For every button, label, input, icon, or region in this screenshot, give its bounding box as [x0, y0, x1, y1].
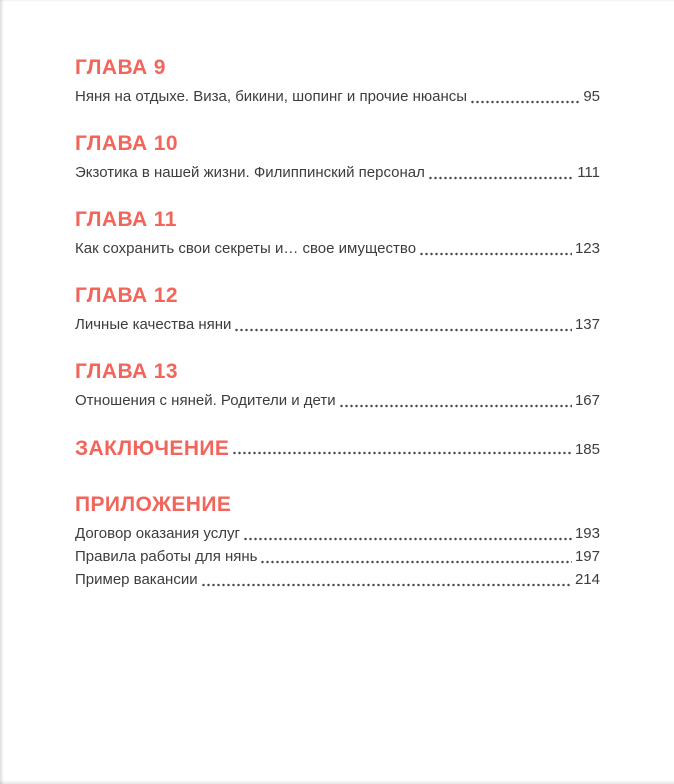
dot-leader: [232, 451, 572, 455]
chapter-heading: ПРИЛОЖЕНИЕ: [75, 493, 232, 516]
toc-entry-page: 214: [574, 571, 600, 588]
dot-leader: [234, 328, 572, 332]
toc-entry-title: Личные качества няни: [75, 316, 232, 333]
toc-entry-title: Экзотика в нашей жизни. Филиппинский персонал: [75, 164, 425, 181]
toc-entry-page: 197: [574, 548, 600, 565]
scan-edge-left: [0, 0, 4, 784]
scan-edge-top: [0, 0, 674, 2]
toc-section-chapter-11: [75, 207, 600, 260]
toc-entry-title: Няня на отдыхе. Виза, бикини, шопинг и прочие нюансы: [75, 88, 468, 105]
dot-leader: [470, 100, 580, 104]
chapter-heading: ГЛАВА 9: [75, 56, 166, 79]
scan-edge-bottom: [0, 780, 674, 784]
toc-entry-page: 185: [574, 441, 600, 458]
toc-section-chapter-12: [75, 283, 600, 336]
dot-leader: [243, 537, 572, 541]
toc-entry-title: Как сохранить свои секреты и… свое имущество: [75, 240, 417, 257]
toc-entry: [75, 237, 600, 260]
dot-leader: [260, 560, 571, 564]
toc-entry: [75, 313, 600, 336]
toc-entry-page: 95: [583, 88, 600, 105]
toc-section-chapter-10: [75, 131, 600, 184]
toc-entry: [75, 161, 600, 184]
dot-leader: [339, 404, 572, 408]
chapter-heading: ГЛАВА 13: [75, 360, 178, 383]
toc-entry-page: 137: [574, 316, 600, 333]
toc-entry-page: 167: [574, 392, 600, 409]
dot-leader: [419, 252, 572, 256]
toc-entry: [75, 545, 600, 568]
toc-section-conclusion: [75, 436, 600, 461]
toc-entry: [75, 436, 600, 461]
toc-entry: [75, 568, 600, 591]
toc-entry: [75, 389, 600, 412]
table-of-contents: [75, 55, 600, 614]
toc-entry-title: Правила работы для нянь: [75, 548, 258, 565]
toc-entry-title: Отношения с няней. Родители и дети: [75, 392, 336, 409]
toc-entry: [75, 85, 600, 108]
toc-entry-title: Пример вакансии: [75, 571, 198, 588]
toc-entry-page: 123: [574, 240, 600, 257]
toc-entry: [75, 522, 600, 545]
dot-leader: [201, 583, 572, 587]
dot-leader: [428, 176, 574, 180]
toc-section-appendix: [75, 492, 600, 591]
chapter-heading: ГЛАВА 12: [75, 284, 178, 307]
toc-section-chapter-13: [75, 359, 600, 412]
chapter-heading: ЗАКЛЮЧЕНИЕ: [75, 437, 230, 460]
toc-entry-title: Договор оказания услуг: [75, 525, 240, 542]
toc-section-chapter-9: [75, 55, 600, 108]
chapter-heading: ГЛАВА 10: [75, 132, 178, 155]
toc-entry-page: 193: [574, 525, 600, 542]
chapter-heading: ГЛАВА 11: [75, 208, 177, 231]
toc-entry-page: 111: [577, 164, 600, 181]
